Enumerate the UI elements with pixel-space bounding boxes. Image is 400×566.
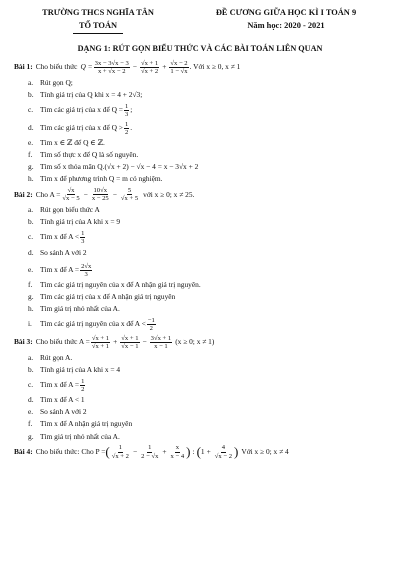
- header-right: [186, 6, 386, 32]
- problem-3-intro: Cho biểu thức A =: [35, 337, 90, 347]
- list-item: a. Rút gọn biểu thức A: [28, 204, 100, 214]
- group-name: TỔ TOÁN: [73, 19, 123, 34]
- problem-4-intro: Cho biểu thức: Cho P =: [35, 446, 106, 456]
- problem-2: Bài 2: Cho A = $\frac{√x}{√x - 5}$ − $\frac{10√x}{x - 25}$ − $\frac{5}{√x + 5}$ với x ≥ 0; x ≠ 25.: [14, 187, 195, 203]
- fraction: $\frac{√x + 1}{√x + 2}$: [140, 60, 159, 76]
- header-left: [14, 6, 182, 34]
- list-item: d. Tìm x để A < 1: [28, 394, 85, 404]
- problem-3: Bài 3: Cho biểu thức A = $\frac{√x + 1}{√x + 1}$ + $\frac{√x + 1}{√x - 1}$ − $\frac{3√x + 1}{x - 1}$ (x ≥ 0; x ≠ 1): [14, 335, 215, 351]
- list-item: e. Tìm x để A = $\frac{2√x}{3}$: [28, 262, 92, 278]
- fraction: $\frac{4}{√x - 2}$: [214, 444, 233, 460]
- list-item: g. Tìm số x thỏa mãn Q.(√x + 2) − √x − 4 = x − 3√x + 2: [28, 162, 199, 172]
- fraction: $\frac{1}{√x + 2}$: [111, 444, 129, 460]
- fraction: $\frac{10√x}{x - 25}$: [91, 187, 109, 203]
- problem-4-condition: Với x ≥ 0; x ≠ 4: [241, 446, 289, 456]
- problem-3-condition: (x ≥ 0; x ≠ 1): [175, 337, 215, 347]
- problem-4-label: Bài 4:: [14, 446, 33, 456]
- list-item: e. So sánh A với 2: [28, 407, 87, 417]
- problem-1-condition: . Với x ≥ 0, x ≠ 1: [189, 62, 241, 72]
- list-item: c. Tìm các giá trị của x để Q = $\frac{1}{3}$ ;: [28, 102, 133, 118]
- list-item: d. So sánh A với 2: [28, 248, 87, 258]
- problem-1-items: [14, 77, 386, 186]
- fraction: $\frac{3√x + 1}{x - 1}$: [150, 335, 172, 351]
- fraction: $\frac{1}{2 - √x}$: [141, 444, 159, 460]
- school-name: TRƯỜNG THCS NGHĨA TÂN: [42, 8, 154, 17]
- fraction: $\frac{√x + 1}{√x + 1}$: [91, 335, 110, 351]
- fraction: $\frac{√x}{√x - 5}$: [62, 187, 80, 203]
- list-item: a. Rút gọn Q;: [28, 77, 73, 87]
- list-item: b. Tính giá trị của A khi x = 4: [28, 364, 121, 374]
- problem-1-intro: Cho biểu thức: [35, 62, 78, 72]
- problem-1: Bài 1: Cho biểu thức Q = $\frac{3x - 3√x - 3}{x + √x - 2}$ − $\frac{√x + 1}{√x + 2}$ + $\frac{√x - 2}{1 - √x}$ . Với x ≥ 0, x ≠ 1: [14, 60, 241, 76]
- list-item: b. Tính giá trị của A khi x = 9: [28, 216, 121, 226]
- fraction: $\frac{5}{√x + 5}$: [120, 187, 139, 203]
- problem-2-items: [14, 204, 386, 334]
- list-item: a. Rút gọn A.: [28, 352, 73, 362]
- list-item: f. Tìm số thực x để Q là số nguyên.: [28, 150, 139, 160]
- list-item: g. Tìm giá trị nhỏ nhất của A.: [28, 431, 120, 441]
- list-item: h. Tìm x để phương trình Q = m có nghiệm.: [28, 174, 163, 184]
- problem-1-label: Bài 1:: [14, 62, 33, 72]
- school-year: Năm học: 2020 - 2021: [247, 21, 325, 30]
- list-item: c. Tìm x để A < $\frac{1}{3}$: [28, 229, 85, 245]
- problem-3-label: Bài 3:: [14, 337, 33, 347]
- section-title: DẠNG 1: RÚT GỌN BIỂU THỨC VÀ CÁC BÀI TOÁN LIÊN QUAN: [77, 44, 323, 53]
- exam-title: ĐỀ CƯƠNG GIỮA HỌC KÌ I TOÁN 9: [215, 8, 357, 17]
- list-item: e. Tìm x ∈ ℤ để Q ∈ ℤ.: [28, 137, 105, 147]
- problem-2-label: Bài 2:: [14, 189, 33, 199]
- formula-q: Q =: [80, 62, 93, 72]
- list-item: h. Tìm giá trị nhỏ nhất của A.: [28, 304, 120, 314]
- problem-3-items: [14, 352, 386, 443]
- list-item: d. Tìm các giá trị của x để Q > $\frac{1}{2}$ .: [28, 120, 133, 136]
- fraction: $\frac{3x - 3√x - 3}{x + √x - 2}$: [94, 60, 129, 76]
- list-item: i. Tìm các giá trị nguyên của x để A < $\frac{-1}{2}$: [28, 317, 155, 333]
- fraction: $\frac{√x - 2}{1 - √x}$: [170, 60, 188, 76]
- list-item: f. Tìm các giá trị nguyên của x để A nhận giá trị nguyên.: [28, 280, 201, 289]
- problem-2-intro: Cho A =: [35, 189, 61, 199]
- list-item: f. Tìm x để A nhận giá trị nguyên: [28, 419, 133, 429]
- fraction: $\frac{x}{x - 4}$: [170, 444, 185, 460]
- list-item: g. Tìm các giá trị của x để A nhận giá trị nguyên: [28, 292, 176, 302]
- header: [14, 6, 386, 42]
- list-item: c. Tìm x để A = $\frac{1}{2}$: [28, 377, 85, 393]
- problem-4: Bài 4: Cho biểu thức: Cho P = ( $\frac{1}{√x + 2}$ − $\frac{1}{2 - √x}$ + $\frac{x}{x - 4}$ ) : ( 1 + $\frac{4}{√x - 2}$ ) Với x ≥ 0; x ≠ 4: [14, 444, 289, 460]
- fraction: $\frac{√x + 1}{√x - 1}$: [121, 335, 139, 351]
- problem-2-condition: với x ≥ 0; x ≠ 25.: [143, 189, 195, 199]
- list-item: b. Tính giá trị của Q khi x = 4 + 2√3;: [28, 89, 143, 99]
